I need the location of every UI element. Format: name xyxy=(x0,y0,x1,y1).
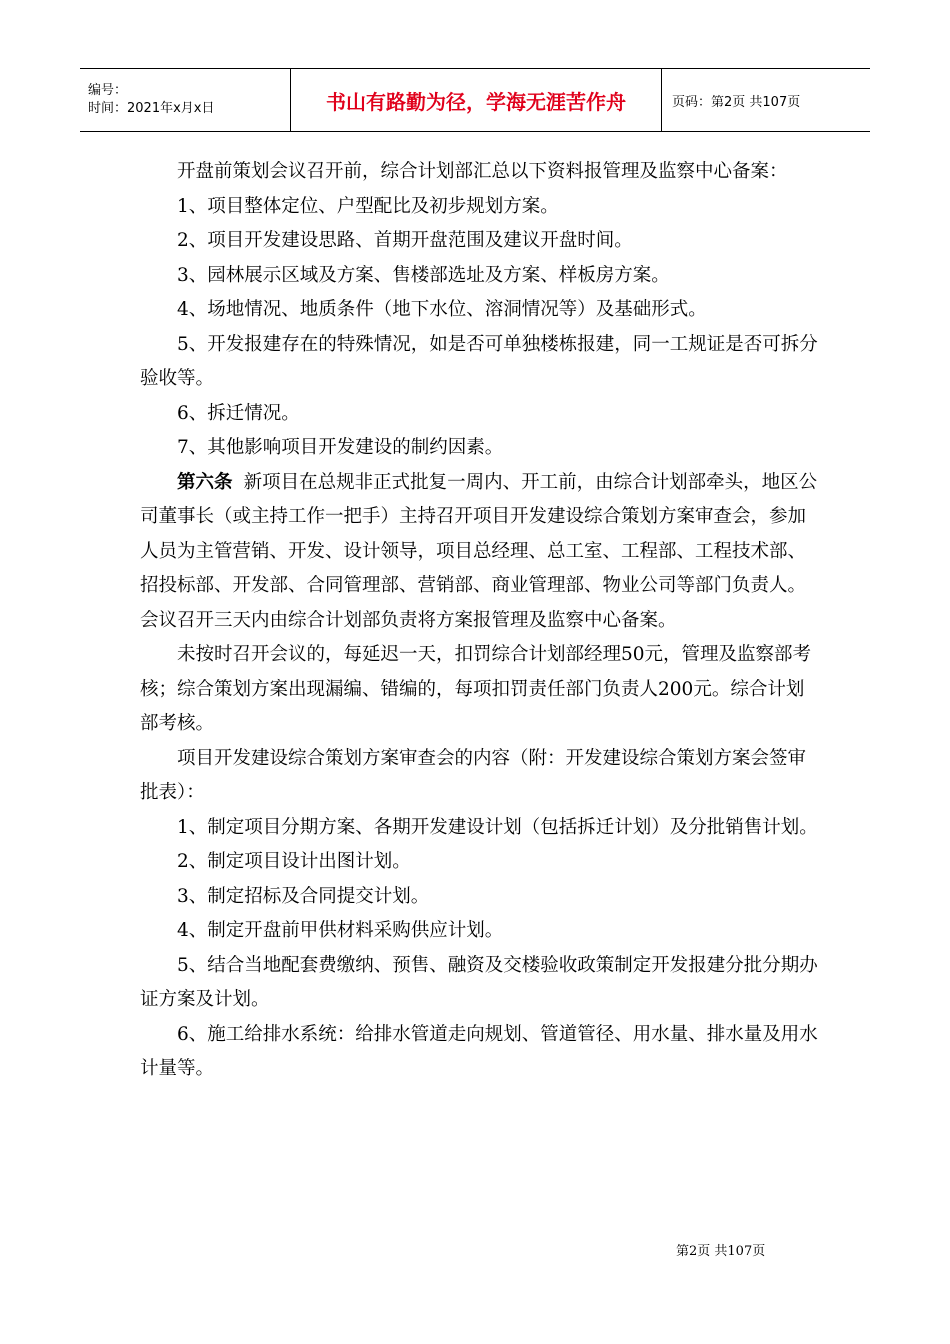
page-footer xyxy=(676,1240,765,1259)
list-item: 7、其他影响项目开发建设的制约因素。 xyxy=(177,437,504,458)
list-item: 3、园林展示区域及方案、售楼部选址及方案、样板房方案。 xyxy=(177,264,670,286)
list-item: 2、制定项目设计出图计划。 xyxy=(177,851,411,872)
page-info-text: 页码：第2页 共107页 xyxy=(672,94,801,110)
list-item: 1、项目整体定位、户型配比及初步规划方案。 xyxy=(177,195,559,217)
list-item: 5、开发报建存在的特殊情况，如是否可单独楼栋报建，同一工规证是否可拆分验收等。 xyxy=(140,333,818,389)
header-motto xyxy=(290,69,662,131)
document-body xyxy=(140,155,820,1087)
header-page-info xyxy=(662,69,870,131)
paragraph: 项目开发建设综合策划方案审查会的内容（附：开发建设综合策划方案会签审批表）： xyxy=(140,747,807,803)
paragraph: 开盘前策划会议召开前，综合计划部汇总以下资料报管理及监察中心备案： xyxy=(177,161,788,182)
list-item: 3、制定招标及合同提交计划。 xyxy=(177,885,430,907)
paragraph: 未按时召开会议的，每延迟一天，扣罚综合计划部经理50元，管理及监察部考核；综合策划方案出现漏编、错编的，每项扣罚责任部门负责人200元。综合计划部考核。 xyxy=(140,644,812,734)
code-label: 编号： xyxy=(88,83,128,98)
article-text: 新项目在总规非正式批复一周内、开工前，由综合计划部牵头，地区公司董事长（或主持工作一把手）主持召开项目开发建设综合策划方案审查会，参加人员为主管营销、开发、设计领导，项目总经理、总工室、工程部、工程技术部、招投标部、开发部、合同管理部、营销部、商业管理部、物业公司等部门负责人。会议召开三天内由综合计划部负责将方案报管理及监察中心备案。 xyxy=(140,471,818,631)
article-six xyxy=(140,466,820,639)
list-item: 4、制定开盘前甲供材料采购供应计划。 xyxy=(177,920,504,941)
page-header xyxy=(80,68,870,132)
list-item: 4、场地情况、地质条件（地下水位、溶洞情况等）及基础形式。 xyxy=(177,299,707,320)
list-item: 6、施工给排水系统：给排水管道走向规划、管道管径、用水量、排水量及用水计量等。 xyxy=(140,1023,818,1079)
article-label: 第六条 xyxy=(177,471,233,493)
motto-text: 书山有路勤为径，学海无涯苦作舟 xyxy=(326,89,626,114)
time-label: 时间：2021年x月x日 xyxy=(88,101,215,116)
list-item: 6、拆迁情况。 xyxy=(177,402,300,424)
header-meta xyxy=(80,69,290,131)
list-item: 5、结合当地配套费缴纳、预售、融资及交楼验收政策制定开发报建分批分期办证方案及计划。 xyxy=(140,954,818,1010)
footer-page-number: 第2页 共107页 xyxy=(676,1244,766,1259)
list-item: 2、项目开发建设思路、首期开盘范围及建议开盘时间。 xyxy=(177,230,633,251)
list-item: 1、制定项目分期方案、各期开发建设计划（包括拆迁计划）及分批销售计划。 xyxy=(177,816,818,838)
